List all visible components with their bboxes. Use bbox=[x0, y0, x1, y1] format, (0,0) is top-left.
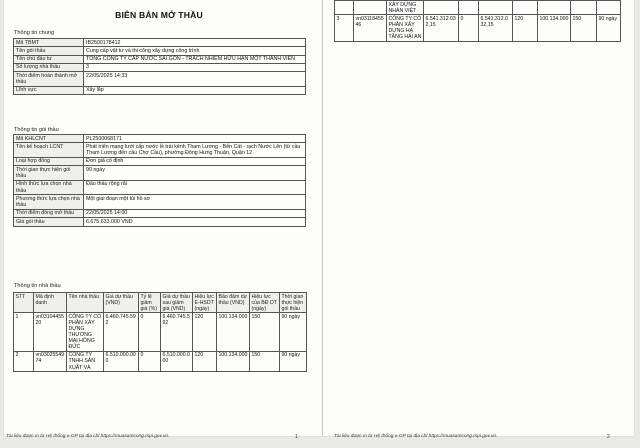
column-header: Mã định danh bbox=[34, 293, 67, 313]
table-cell bbox=[571, 1, 597, 15]
general-info-heading: Thông tin chung bbox=[14, 30, 55, 36]
table-cell: 1 bbox=[14, 313, 34, 352]
field-value: Đấu thầu rộng rãi bbox=[84, 180, 306, 195]
table-cell: 120 bbox=[193, 351, 217, 371]
field-value: Cung cấp vật tư và thi công xây dựng công trình bbox=[84, 47, 306, 55]
info-row bbox=[14, 47, 306, 55]
info-row bbox=[14, 218, 306, 226]
table-cell: 0 bbox=[139, 351, 161, 371]
field-label: Giá gói thầu bbox=[14, 218, 84, 226]
field-value: IB2500178412 bbox=[84, 39, 306, 47]
table-cell: 150 bbox=[250, 351, 280, 371]
table-cell: vn0302554974 bbox=[34, 351, 67, 371]
field-label: Tên gói thầu bbox=[14, 47, 84, 55]
column-header: Tên nhà thầu bbox=[67, 293, 104, 313]
table-cell: 100.134.000 bbox=[217, 351, 250, 371]
field-label: Hình thức lựa chọn nhà thầu bbox=[14, 180, 84, 195]
info-row bbox=[14, 209, 306, 217]
table-cell bbox=[513, 1, 538, 15]
field-label: Phương thức lựa chọn nhà thầu bbox=[14, 195, 84, 210]
table-cell: 120 bbox=[193, 313, 217, 352]
table-row bbox=[14, 313, 307, 352]
table-cell: vn0310445520 bbox=[34, 313, 67, 352]
column-header: Hiệu lực của BĐ DT (ngày) bbox=[250, 293, 280, 313]
table-cell: 6.541.312.032,15 bbox=[479, 15, 513, 41]
table-cell bbox=[459, 1, 479, 15]
field-label: Số lượng nhà thầu bbox=[14, 63, 84, 71]
info-row bbox=[14, 166, 306, 181]
field-value: 22/05/2025 14:33 bbox=[84, 72, 306, 87]
table-cell: 6.510.000.000 bbox=[104, 351, 139, 371]
info-row bbox=[14, 39, 306, 47]
field-label: Tên kế hoạch LCNT bbox=[14, 143, 84, 158]
column-header: Giá dự thầu sau giảm giá (VND) bbox=[161, 293, 193, 313]
column-header: Hiệu lực E-HSDT (ngày) bbox=[193, 293, 217, 313]
table-cell bbox=[354, 1, 387, 15]
field-value: TỔNG CÔNG TY CẤP NƯỚC SÀI GÒN - TRÁCH NHIỆM HỮU HẠN MỘT THÀNH VIÊN bbox=[84, 55, 306, 63]
table-cell: XÂY DỰNG NHÂN VIỆT bbox=[387, 1, 424, 15]
info-row bbox=[14, 143, 306, 158]
page-2 bbox=[322, 0, 634, 436]
table-cell bbox=[424, 1, 459, 15]
table-cell: 0 bbox=[459, 15, 479, 41]
bidders-table-continued bbox=[334, 0, 621, 42]
page-divider bbox=[322, 0, 323, 436]
package-info-heading: Thông tin gói thầu bbox=[14, 127, 59, 133]
column-header: STT bbox=[14, 293, 34, 313]
table-cell: 3 bbox=[335, 15, 354, 41]
field-value: Phát triển mạng lưới cấp nước lề trái kênh Tham Lương - Bến Cát - rạch Nước Lên (từ cầu Tham Lương đến cầu Chợ Cầu), phường Đông Hưng Thuận, Quận 12 bbox=[84, 143, 306, 158]
table-cell bbox=[597, 1, 621, 15]
table-cell: 150 bbox=[250, 313, 280, 352]
field-value: PL2500068171 bbox=[84, 135, 306, 143]
field-value: 6.675.633.000 VND bbox=[84, 218, 306, 226]
info-row bbox=[14, 195, 306, 210]
field-value: 22/05/2025 14:00 bbox=[84, 209, 306, 217]
column-header: Thời gian thực hiện gói thầu bbox=[280, 293, 307, 313]
general-info-table bbox=[13, 38, 306, 95]
table-cell: 100.134.000 bbox=[217, 313, 250, 352]
footer-text-page-1: Tài liệu được in từ Hệ thống e-GP tại địa chỉ https://muasamcong.mpi.gov.vn. bbox=[6, 434, 170, 439]
footer-text-page-2: Tài liệu được in từ Hệ thống e-GP tại địa chỉ https://muasamcong.mpi.gov.vn. bbox=[334, 434, 498, 439]
info-row bbox=[14, 157, 306, 165]
field-label: Mã TBMT bbox=[14, 39, 84, 47]
table-cell: 6.541.312.032,15 bbox=[424, 15, 459, 41]
column-header: Giá dự thầu (VND) bbox=[104, 293, 139, 313]
table-cell: 90 ngày bbox=[280, 351, 307, 371]
field-label: Thời điểm đóng mở thầu bbox=[14, 209, 84, 217]
table-cell: 6.460.745.592 bbox=[161, 313, 193, 352]
table-cell: 6.510.000.000 bbox=[161, 351, 193, 371]
table-cell: 90 ngày bbox=[597, 15, 621, 41]
bidders-table bbox=[13, 292, 307, 372]
field-value: Đơn giá cố định bbox=[84, 157, 306, 165]
table-cell: 0 bbox=[139, 313, 161, 352]
table-cell bbox=[479, 1, 513, 15]
info-row bbox=[14, 86, 306, 94]
table-cell: 2 bbox=[14, 351, 34, 371]
info-row bbox=[14, 72, 306, 87]
table-row bbox=[335, 15, 621, 41]
table-cell: CÔNG TY TNHH SẢN XUẤT VÀ bbox=[67, 351, 104, 371]
field-label: Mã KHLCNT bbox=[14, 135, 84, 143]
package-info-table bbox=[13, 134, 306, 227]
field-label: Tên chủ đầu tư bbox=[14, 55, 84, 63]
table-cell: 6.460.745.592 bbox=[104, 313, 139, 352]
table-cell: 100.134.000 bbox=[538, 15, 571, 41]
table-row bbox=[335, 1, 621, 15]
info-row bbox=[14, 135, 306, 143]
document-title: BIÊN BẢN MỞ THẦU bbox=[115, 10, 203, 20]
field-label: Loại hợp đồng bbox=[14, 157, 84, 165]
field-value: Xây lắp bbox=[84, 86, 306, 94]
field-label: Lĩnh vực bbox=[14, 86, 84, 94]
info-row bbox=[14, 55, 306, 63]
info-row bbox=[14, 63, 306, 71]
table-cell: CÔNG TY CỔ PHẦN XÂY DỰNG THƯƠNG MẠI HỒNG ĐỨC bbox=[67, 313, 104, 352]
field-value: Một giai đoạn một túi hồ sơ bbox=[84, 195, 306, 210]
column-header: Tỷ lệ giảm giá (%) bbox=[139, 293, 161, 313]
table-cell: 90 ngày bbox=[280, 313, 307, 352]
table-cell: 120 bbox=[513, 15, 538, 41]
page-number-2: 2 bbox=[607, 434, 610, 440]
field-value: 90 ngày bbox=[84, 166, 306, 181]
field-label: Thời gian thực hiện gói thầu bbox=[14, 166, 84, 181]
info-row bbox=[14, 180, 306, 195]
table-cell bbox=[538, 1, 571, 15]
table-cell: vn0311845546 bbox=[354, 15, 387, 41]
field-label: Thời điểm hoàn thành mở thầu bbox=[14, 72, 84, 87]
table-cell: 150 bbox=[571, 15, 597, 41]
field-value: 3 bbox=[84, 63, 306, 71]
page-number-1: 1 bbox=[295, 434, 298, 440]
table-cell: CÔNG TY CỔ PHẦN XÂY DỰNG HẠ TẦNG HẢI AN bbox=[387, 15, 424, 41]
table-cell bbox=[335, 1, 354, 15]
table-row bbox=[14, 351, 307, 371]
column-header: Bảo đảm dự thầu (VND) bbox=[217, 293, 250, 313]
bidders-heading: Thông tin nhà thầu bbox=[14, 283, 61, 289]
